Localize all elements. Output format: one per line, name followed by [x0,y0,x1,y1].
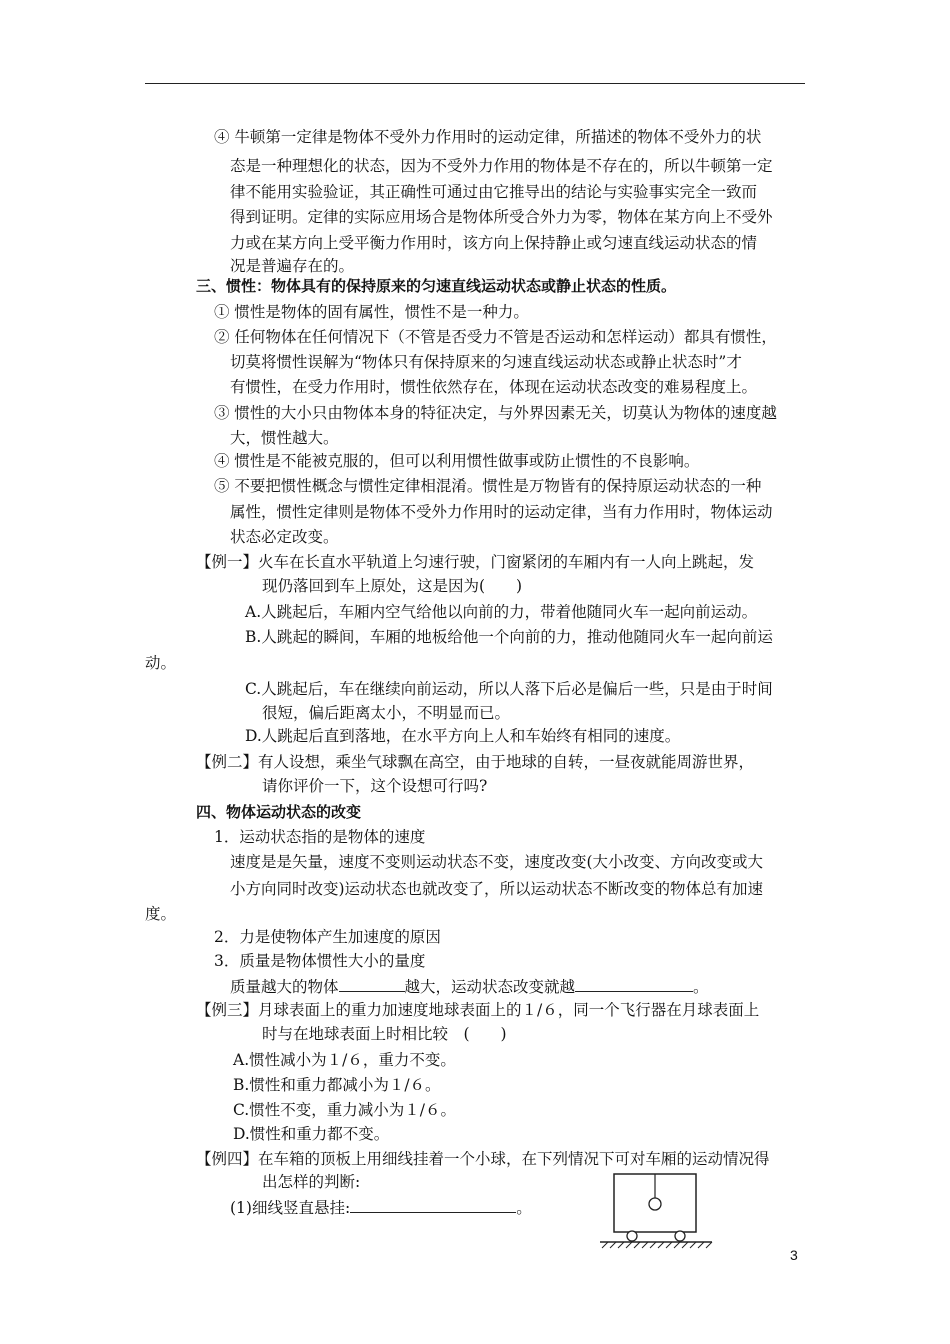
option-a: A.惯性减小为１/６，重力不变。 [233,1051,456,1069]
text-line: 律不能用实验验证，其正确性可通过由它推导出的结论与实验事实完全一致而 [230,183,758,201]
option-a: A.人跳起后，车厢内空气给他以向前的力，带着他随同火车一起向前运动。 [245,603,758,621]
text-line: 力或在某方向上受平衡力作用时，该方向上保持静止或匀速直线运动状态的情 [230,234,758,252]
option-d: D.惯性和重力都不变。 [233,1125,390,1143]
section-heading: 三、惯性：物体具有的保持原来的匀速直线运动状态或静止状态的性质。 [196,277,677,295]
text-line: 很短，偏后距离太小，不明显而已。 [262,704,511,722]
wheel-icon [627,1231,637,1241]
list-item: ③ 惯性的大小只由物体本身的特征决定，与外界因素无关，切莫认为物体的速度越 [214,404,777,422]
list-item: ② 任何物体在任何情况下（不管是否受力不管是否运动和怎样运动）都具有惯性， [214,328,777,346]
fill-in-text: 越大，运动状态改变就越 [404,978,576,996]
list-item: 3．质量是物体惯性大小的量度 [214,952,426,970]
list-item: ① 惯性是物体的固有属性，惯性不是一种力。 [214,303,529,321]
text-line: 动。 [145,654,177,672]
text-line: 态是一种理想化的状态，因为不受外力作用的物体是不存在的，所以牛顿第一定 [230,157,773,175]
example-3-question: 【例三】月球表面上的重力加速度地球表面上的１/６，同一个飞行器在月球表面上 [196,1001,760,1019]
section-heading: 四、物体运动状态的改变 [196,803,362,821]
text-line: ④ 牛顿第一定律是物体不受外力作用时的运动定律，所描述的物体不受外力的状 [214,128,762,146]
example-4-question: 【例四】在车箱的顶板上用细线挂着一个小球，在下列情况下可对车厢的运动情况得 [196,1150,770,1168]
fill-in-text: (1)细线竖直悬挂: [230,1199,351,1217]
ball-icon [649,1198,661,1210]
fill-in-text: 。 [516,1199,532,1217]
text-line: 切莫将惯性误解为“物体只有保持原来的匀速直线运动状态或静止状态时”才 [230,353,742,371]
list-item: 1．运动状态指的是物体的速度 [214,828,426,846]
text-line: 时与在地球表面上时相比较 ( ) [262,1025,507,1043]
example-2-question: 【例二】有人设想，乘坐气球飘在高空，由于地球的自转，一昼夜就能周游世界， [196,753,755,771]
text-line: 状态必定改变。 [230,528,339,546]
text-line: 出怎样的判断: [262,1173,361,1191]
wheel-icon [675,1231,685,1241]
fill-in-line [230,976,709,997]
text-line: 属性，惯性定律则是物体不受外力作用时的运动定律，当有力作用时，物体运动 [230,503,773,521]
fill-in-text: 。 [693,978,709,996]
option-c: C.人跳起后，车在继续向前运动，所以人落下后必是偏后一些，只是由于时间 [245,680,773,698]
header-rule [145,83,805,84]
fill-in-text: 质量越大的物体 [230,978,339,996]
text-line: 况是普遍存在的。 [230,257,355,275]
answer-blank[interactable] [575,976,693,992]
example-1-question: 【例一】火车在长直水平轨道上匀速行驶，门窗紧闭的车厢内有一人向上跳起，发 [196,553,755,571]
page-number: 3 [790,1247,798,1263]
text-line: 现仍落回到车上原处，这是因为( ) [262,577,523,595]
list-item: ⑤ 不要把惯性概念与惯性定律相混淆。惯性是万物皆有的保持原运动状态的一种 [214,477,762,495]
text-line: 大，惯性越大。 [230,429,339,447]
option-b: B.惯性和重力都减小为１/６。 [233,1076,441,1094]
answer-blank[interactable] [339,976,405,992]
text-line: 度。 [145,905,177,923]
carriage-pendulum-figure [596,1172,716,1250]
option-c: C.惯性不变，重力减小为１/６。 [233,1101,456,1119]
text-line: 请你评价一下，这个设想可行吗? [262,777,488,795]
option-b: B.人跳起的瞬间，车厢的地板给他一个向前的力，推动他随同火车一起向前运 [245,628,773,646]
text-line: 有惯性，在受力作用时，惯性依然存在，体现在运动状态改变的难易程度上。 [230,378,758,396]
list-item: 2．力是使物体产生加速度的原因 [214,928,441,946]
fill-in-line [230,1197,532,1218]
text-line: 得到证明。定律的实际应用场合是物体所受合外力为零，物体在某方向上不受外 [230,208,773,226]
ground-hatching [602,1242,712,1248]
answer-blank[interactable] [350,1197,516,1213]
option-d: D.人跳起后直到落地，在水平方向上人和车始终有相同的速度。 [245,727,681,745]
text-line: 速度是是矢量，速度不变则运动状态不变，速度改变(大小改变、方向改变或大 [230,853,764,871]
list-item: ④ 惯性是不能被克服的，但可以利用惯性做事或防止惯性的不良影响。 [214,452,700,470]
text-line: 小方向同时改变)运动状态也就改变了，所以运动状态不断改变的物体总有加速 [230,880,764,898]
